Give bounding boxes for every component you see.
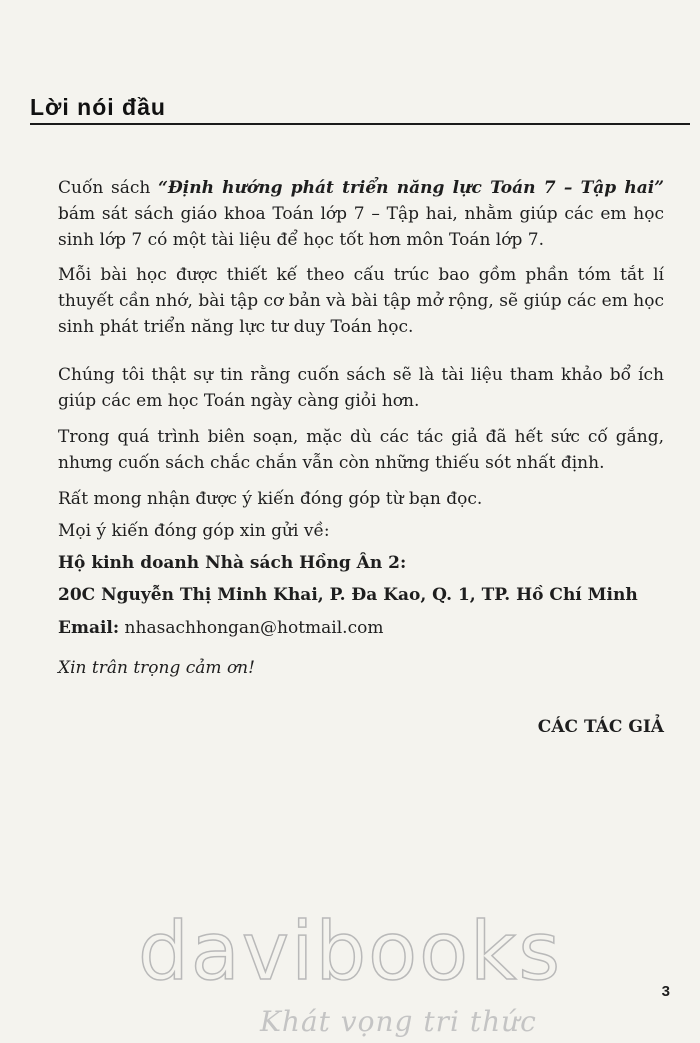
publisher-email <box>58 615 383 641</box>
publisher-address: 20C Nguyễn Thị Minh Khai, P. Đa Kao, Q. 1, TP. Hồ Chí Minh <box>58 585 638 605</box>
email-value: nhasachhongan@hotmail.com <box>119 618 384 638</box>
watermark-brand: davibooks <box>137 905 563 998</box>
shortcomings-paragraph: Trong quá trình biên soạn, mặc dù các tác giả đã hết sức cố gắng, nhưng cuốn sách chắc chắn vẫn còn những thiếu sót nhất định. <box>58 427 664 473</box>
intro-prefix: Cuốn sách <box>58 178 159 198</box>
send-to-paragraph: Mọi ý kiến đóng góp xin gửi về: <box>58 521 330 541</box>
thanks-line: Xin trân trọng cảm ơn! <box>58 658 255 678</box>
email-label: Email: <box>58 618 120 638</box>
heading-rule <box>30 123 690 125</box>
book-title: “Định hướng phát triển năng lực Toán 7 – Tập hai” <box>158 178 664 198</box>
intro-suffix: bám sát sách giáo khoa Toán lớp 7 – Tập hai, nhằm giúp các em học sinh lớp 7 có một tài liệu để học tốt hơn môn Toán lớp 7. <box>58 204 664 250</box>
watermark-slogan: Khát vọng tri thức <box>260 1005 537 1038</box>
page-heading: Lời nói đầu <box>30 94 166 120</box>
authors-signature: CÁC TÁC GIẢ <box>537 717 664 737</box>
bleed-through-decoration <box>540 40 700 160</box>
feedback-paragraph: Rất mong nhận được ý kiến đóng góp từ bạn đọc. <box>58 489 483 509</box>
belief-paragraph: Chúng tôi thật sự tin rằng cuốn sách sẽ là tài liệu tham khảo bổ ích giúp các em học Toán ngày càng giỏi hơn. <box>58 365 664 411</box>
publisher-name: Hộ kinh doanh Nhà sách Hồng Ân 2: <box>58 553 407 573</box>
page-number: 3 <box>661 983 670 1000</box>
structure-paragraph: Mỗi bài học được thiết kế theo cấu trúc bao gồm phần tóm tắt lí thuyết cần nhớ, bài tập cơ bản và bài tập mở rộng, sẽ giúp các em học sinh phát triển năng lực tư duy Toán học. <box>58 265 664 337</box>
intro-paragraph <box>58 175 664 253</box>
